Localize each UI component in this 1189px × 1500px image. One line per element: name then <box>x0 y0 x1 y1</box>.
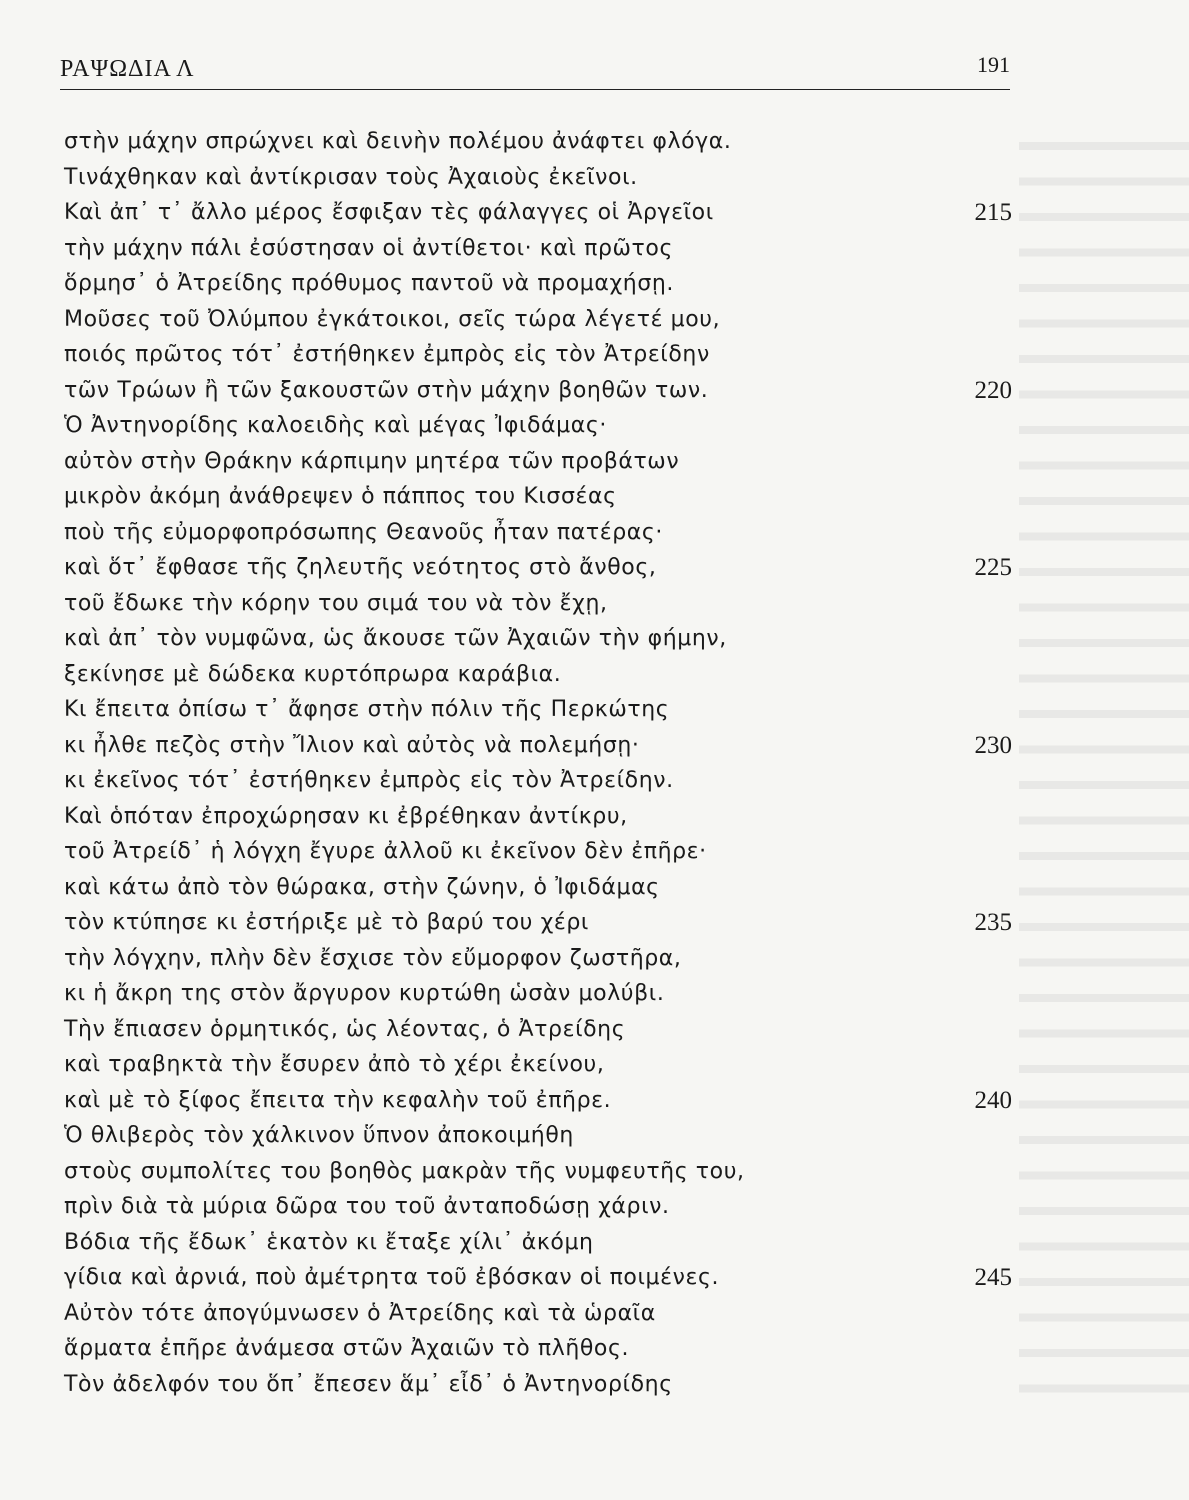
verse-text: τὴν λόγχην, πλὴν δὲν ἔσχισε τὸν εὔμορφον ζωστῆρα, <box>64 945 682 971</box>
verse-text: καὶ κάτω ἀπὸ τὸν θώρακα, στὴν ζώνην, ὁ Ἰφιδάμας <box>64 874 660 900</box>
verse-line <box>64 905 1024 941</box>
verse-line <box>64 586 1024 622</box>
header-rule <box>60 89 1010 90</box>
verse-text: γίδια καὶ ἀρνιά, ποὺ ἀμέτρητα τοῦ ἐβόσκαν οἱ ποιμένες. <box>64 1265 720 1290</box>
verse-text: τοῦ ἔδωκε τὴν κόρην του σιμά του νὰ τὸν ἔχῃ, <box>64 590 608 616</box>
verse-line <box>64 515 1024 551</box>
verse-line <box>64 373 1024 409</box>
verse-line <box>64 337 1024 373</box>
verse-text: ποὺ τῆς εὐμορφοπρόσωπης Θεανοῦς ἦταν πατέρας· <box>64 519 663 545</box>
verse-line <box>64 1118 1024 1154</box>
verse-text: κι ἐκεῖνος τότ᾽ ἐστήθηκεν ἐμπρὸς εἰς τὸν Ἀτρείδην. <box>64 768 674 793</box>
verse-line <box>64 302 1024 338</box>
page-number: 191 <box>977 52 1010 77</box>
verse-text: Τὴν ἔπιασεν ὁρμητικός, ὡς λέοντας, ὁ Ἀτρείδης <box>64 1016 626 1042</box>
verse-line <box>64 1189 1024 1225</box>
verse-line <box>64 550 1024 586</box>
verse-text: Τὸν ἀδελφόν του ὅπ᾽ ἔπεσεν ἅμ᾽ εἶδ᾽ ὁ Ἀντηνορίδης <box>64 1371 673 1397</box>
verse-line <box>64 621 1024 657</box>
verse-line <box>64 941 1024 977</box>
verse-text: καὶ ὅτ᾽ ἔφθασε τῆς ζηλευτῆς νεότητος στὸ ἄνθος, <box>64 555 657 580</box>
verse-line <box>64 1047 1024 1083</box>
verse-text: ξεκίνησε μὲ δώδεκα κυρτόπρωρα καράβια. <box>64 661 562 687</box>
verse-line <box>64 1225 1024 1261</box>
verse-line <box>64 728 1024 764</box>
verse-text: καὶ τραβηκτὰ τὴν ἔσυρεν ἀπὸ τὸ χέρι ἐκείνου, <box>64 1052 605 1077</box>
verse-line <box>64 834 1024 870</box>
verse-line <box>64 1296 1024 1332</box>
verse-line <box>64 1331 1024 1367</box>
verse-text: μικρὸν ἀκόμη ἀνάθρεψεν ὁ πάππος του Κισσέας <box>64 484 617 509</box>
verse-text: καὶ μὲ τὸ ξίφος ἔπειτα τὴν κεφαλὴν τοῦ ἐπῆρε. <box>64 1087 612 1113</box>
line-number: 240 <box>974 1086 1012 1114</box>
verse-line <box>64 160 1024 196</box>
verse-text: Μοῦσες τοῦ Ὀλύμπου ἐγκάτοικοι, σεῖς τώρα λέγετέ μου, <box>64 306 721 332</box>
verse-line <box>64 195 1024 231</box>
verse-text: Ὁ θλιβερὸς τὸν χάλκινον ὕπνον ἀποκοιμήθη <box>64 1123 574 1148</box>
verse-text: στὴν μάχην σπρώχνει καὶ δεινὴν πολέμου ἀνάφτει φλόγα. <box>64 129 732 154</box>
verse-line <box>64 1012 1024 1048</box>
verse-line <box>64 976 1024 1012</box>
verse-line <box>64 124 1024 160</box>
running-header <box>60 48 1010 90</box>
show-through-bleed <box>1019 120 1189 1400</box>
verse-text: πρὶν διὰ τὰ μύρια δῶρα του τοῦ ἀνταποδώσῃ χάριν. <box>64 1194 670 1219</box>
verse-text: αὐτὸν στὴν Θράκην κάρπιμην μητέρα τῶν προβάτων <box>64 448 680 474</box>
line-number: 225 <box>974 554 1012 581</box>
line-number: 220 <box>974 376 1012 404</box>
running-title: ΡΑΨΩΔΙΑ Λ <box>60 56 195 82</box>
verse-list <box>64 124 1024 1402</box>
verse-line <box>64 408 1024 444</box>
verse-text: ὅρμησ᾽ ὁ Ἀτρείδης πρόθυμος παντοῦ νὰ προμαχήσῃ. <box>64 271 675 296</box>
verse-text: Καὶ ὁπόταν ἐπροχώρησαν κι ἐβρέθηκαν ἀντίκρυ, <box>64 803 628 829</box>
verse-text: στοὺς συμπολίτες του βοηθὸς μακρὰν τῆς νυμφευτῆς του, <box>64 1158 745 1184</box>
verse-line <box>64 763 1024 799</box>
verse-text: τοῦ Ἀτρείδ᾽ ἡ λόγχη ἔγυρε ἀλλοῦ κι ἐκεῖνον δὲν ἐπῆρε· <box>64 839 707 864</box>
line-number: 245 <box>974 1264 1012 1291</box>
line-number: 230 <box>974 731 1012 759</box>
verse-line <box>64 266 1024 302</box>
verse-text: ἅρματα ἐπῆρε ἀνάμεσα στῶν Ἀχαιῶν τὸ πλῆθος. <box>64 1336 630 1361</box>
verse-text: Καὶ ἀπ᾽ τ᾽ ἄλλο μέρος ἔσφιξαν τὲς φάλαγγες οἱ Ἀργεῖοι <box>64 200 714 225</box>
verse-text: Ὁ Ἀντηνορίδης καλοειδὴς καὶ μέγας Ἰφιδάμας· <box>64 413 607 438</box>
verse-text: Κι ἔπειτα ὀπίσω τ᾽ ἄφησε στὴν πόλιν τῆς Περκώτης <box>64 697 670 722</box>
verse-line <box>64 444 1024 480</box>
verse-line <box>64 1083 1024 1119</box>
verse-text: ποιός πρῶτος τότ᾽ ἐστήθηκεν ἐμπρὸς εἰς τὸν Ἀτρείδην <box>64 342 710 367</box>
verse-text: τὸν κτύπησε κι ἐστήριξε μὲ τὸ βαρύ του χέρι <box>64 910 589 935</box>
verse-text: τῶν Τρώων ἢ τῶν ξακουστῶν στὴν μάχην βοηθῶν των. <box>64 377 709 403</box>
verse-text: κι ἦλθε πεζὸς στὴν Ἴλιον καὶ αὐτὸς νὰ πολεμήσῃ· <box>64 732 640 758</box>
verse-text: τὴν μάχην πάλι ἐσύστησαν οἱ ἀντίθετοι· καὶ πρῶτος <box>64 235 673 261</box>
line-number: 215 <box>974 199 1012 226</box>
verse-text: καὶ ἀπ᾽ τὸν νυμφῶνα, ὡς ἄκουσε τῶν Ἀχαιῶν τὴν φήμην, <box>64 626 727 651</box>
verse-text: Βόδια τῆς ἔδωκ᾽ ἑκατὸν κι ἔταξε χίλι᾽ ἀκόμη <box>64 1229 594 1255</box>
verse-line <box>64 1260 1024 1296</box>
verse-text: Αὐτὸν τότε ἀπογύμνωσεν ὁ Ἀτρείδης καὶ τὰ ὡραῖα <box>64 1300 656 1326</box>
verse-line <box>64 1367 1024 1403</box>
line-number: 235 <box>974 909 1012 936</box>
verse-line <box>64 231 1024 267</box>
verse-text: Τινάχθηκαν καὶ ἀντίκρισαν τοὺς Ἀχαιοὺς ἐκεῖνοι. <box>64 164 638 190</box>
verse-line <box>64 799 1024 835</box>
verse-line <box>64 870 1024 906</box>
verse-line <box>64 479 1024 515</box>
verse-line <box>64 692 1024 728</box>
verse-line <box>64 1154 1024 1190</box>
verse-line <box>64 657 1024 693</box>
verse-text: κι ἡ ἄκρη της στὸν ἄργυρον κυρτώθη ὡσὰν μολύβι. <box>64 981 665 1006</box>
